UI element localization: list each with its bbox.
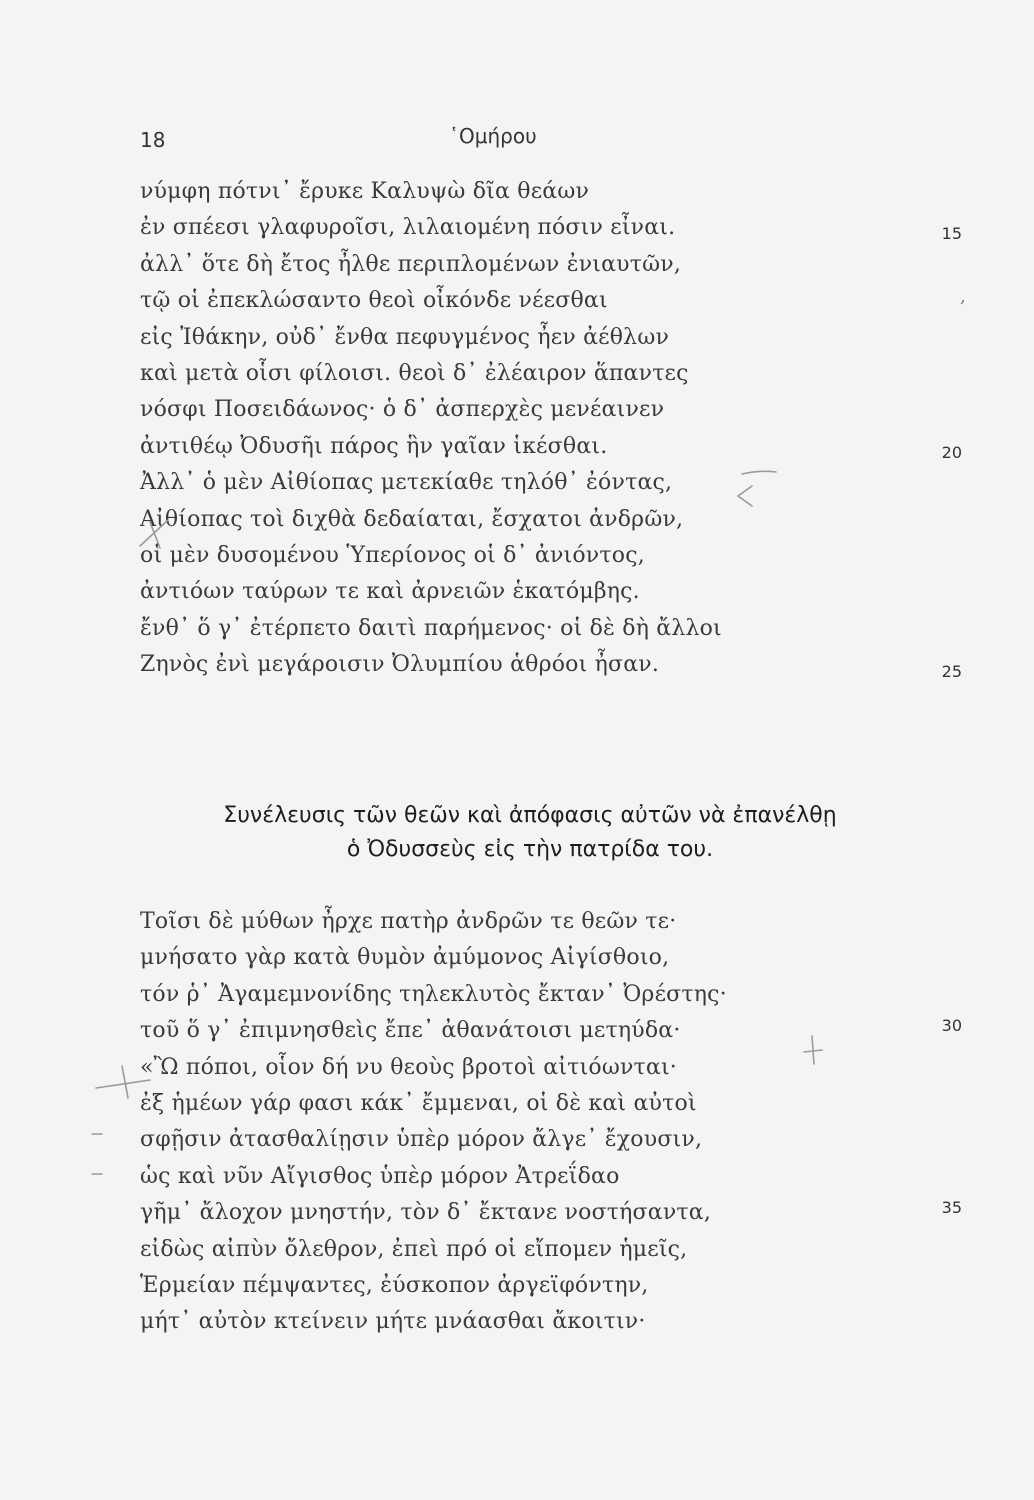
line-number: 30 xyxy=(941,1016,962,1035)
pencil-cross-mark xyxy=(96,1080,150,1088)
verse-line: τῷ οἱ ἐπεκλώσαντο θεοὶ οἶκόνδε νέεσθαι xyxy=(140,288,608,314)
line-number: 15 xyxy=(941,224,962,243)
verse-line: «Ὢ πόποι, οἷον δή νυ θεοὺς βροτοὶ αἰτιόωνται· xyxy=(140,1054,677,1080)
verse-line: εἰδὼς αἰπὺν ὄλεθρον, ἐπεὶ πρό οἱ εἴπομεν ἡμεῖς, xyxy=(140,1236,688,1262)
verse-line: Ἑρμείαν πέμψαντες, ἐύσκοπον ἀργεϊφόντην, xyxy=(140,1272,649,1298)
verse-line: ἀντιθέῳ Ὀδυσῆι πάρος ἣν γαῖαν ἱκέσθαι. xyxy=(140,433,608,459)
verse-line: μνήσατο γὰρ κατὰ θυμὸν ἀμύμονος Αἰγίσθοιο, xyxy=(140,945,670,971)
pencil-cross-mark xyxy=(812,1036,814,1064)
page-number: 18 xyxy=(140,128,166,152)
verse-line: μήτ᾽ αὐτὸν κτείνειν μήτε μνάασθαι ἄκοιτιν· xyxy=(140,1309,646,1335)
verse-line: ἐξ ἡμέων γάρ φασι κάκ᾽ ἔμμεναι, οἱ δὲ καὶ αὐτοὶ xyxy=(140,1090,697,1116)
verse-line: σφῇσιν ἀτασθαλίῃσιν ὑπὲρ μόρον ἄλγε᾽ ἔχουσιν, xyxy=(140,1127,703,1153)
verse-line: Αἰθίοπας τοὶ διχθὰ δεδαίαται, ἔσχατοι ἀνδρῶν, xyxy=(140,506,684,532)
verse-line: τοῦ ὅ γ᾽ ἐπιμνησθεὶς ἔπε᾽ ἀθανάτοισι μετηύδα· xyxy=(140,1018,681,1044)
section-heading-line-1: Συνέλευσις τῶν θεῶν καὶ ἀπόφασις αὐτῶν νὰ ἐπανέλθῃ xyxy=(223,803,837,828)
verse-line: νύμφη πότνι᾽ ἔρυκε Καλυψὼ δῖα θεάων xyxy=(140,179,590,204)
verse-line: Ἀλλ᾽ ὁ μὲν Αἰθίοπας μετεκίαθε τηλόθ᾽ ἐόντας, xyxy=(140,470,673,496)
line-number: 25 xyxy=(941,662,962,681)
verse-line: ἀλλ᾽ ὅτε δὴ ἔτος ἦλθε περιπλομένων ἐνιαυτῶν, xyxy=(140,251,682,277)
pencil-arrow-mark xyxy=(738,486,752,506)
verse-line: ἔνθ᾽ ὅ γ᾽ ἐτέρπετο δαιτὶ παρήμενος· οἱ δὲ δὴ ἄλλοι xyxy=(140,615,722,641)
verse-line: οἱ μὲν δυσομένου Ὑπερίονος οἱ δ᾽ ἀνιόντος, xyxy=(140,542,645,568)
verse-line: νόσφι Ποσειδάωνος· ὁ δ᾽ ἀσπερχὲς μενέαινεν xyxy=(140,397,665,423)
verse-line: Τοῖσι δὲ μύθων ἦρχε πατὴρ ἀνδρῶν τε θεῶν τε· xyxy=(140,909,677,934)
line-number: 35 xyxy=(941,1198,962,1217)
section-heading-line-2: ὁ Ὀδυσσεὺς εἰς τὴν πατρίδα του. xyxy=(346,837,714,862)
verse-line: ἐν σπέεσι γλαφυροῖσι, λιλαιομένη πόσιν εἶναι. xyxy=(140,215,676,241)
pencil-stroke-mark xyxy=(742,471,776,474)
verse-line: καὶ μετὰ οἷσι φίλοισι. θεοὶ δ᾽ ἐλέαιρον ἅπαντες xyxy=(140,360,689,386)
verse-line: ἀντιόων ταύρων τε καὶ ἀρνειῶν ἑκατόμβης. xyxy=(140,579,640,605)
verse-line: τόν ῥ᾽ Ἀγαμεμνονίδης τηλεκλυτὸς ἔκταν᾽ Ὀρέστης· xyxy=(140,981,727,1007)
line-number: 20 xyxy=(941,443,962,462)
running-head: ῾Ομήρου xyxy=(449,124,537,148)
pencil-cross-mark xyxy=(122,1066,128,1098)
verse-line: Ζηνὸς ἐνὶ μεγάροισιν Ὀλυμπίου ἁθρόοι ἦσαν. xyxy=(140,652,660,678)
verse-line: ὡς καὶ νῦν Αἴγισθος ὑπὲρ μόρον Ἀτρεΐδαο xyxy=(140,1163,620,1189)
verse-line: γῆμ᾽ ἄλοχον μνηστήν, τὸν δ᾽ ἔκτανε νοστήσαντα, xyxy=(140,1200,712,1226)
pencil-mark-dot: , xyxy=(960,286,966,307)
verse-line: εἰς Ἰθάκην, οὐδ᾽ ἔνθα πεφυγμένος ἦεν ἀέθλων xyxy=(140,324,670,350)
